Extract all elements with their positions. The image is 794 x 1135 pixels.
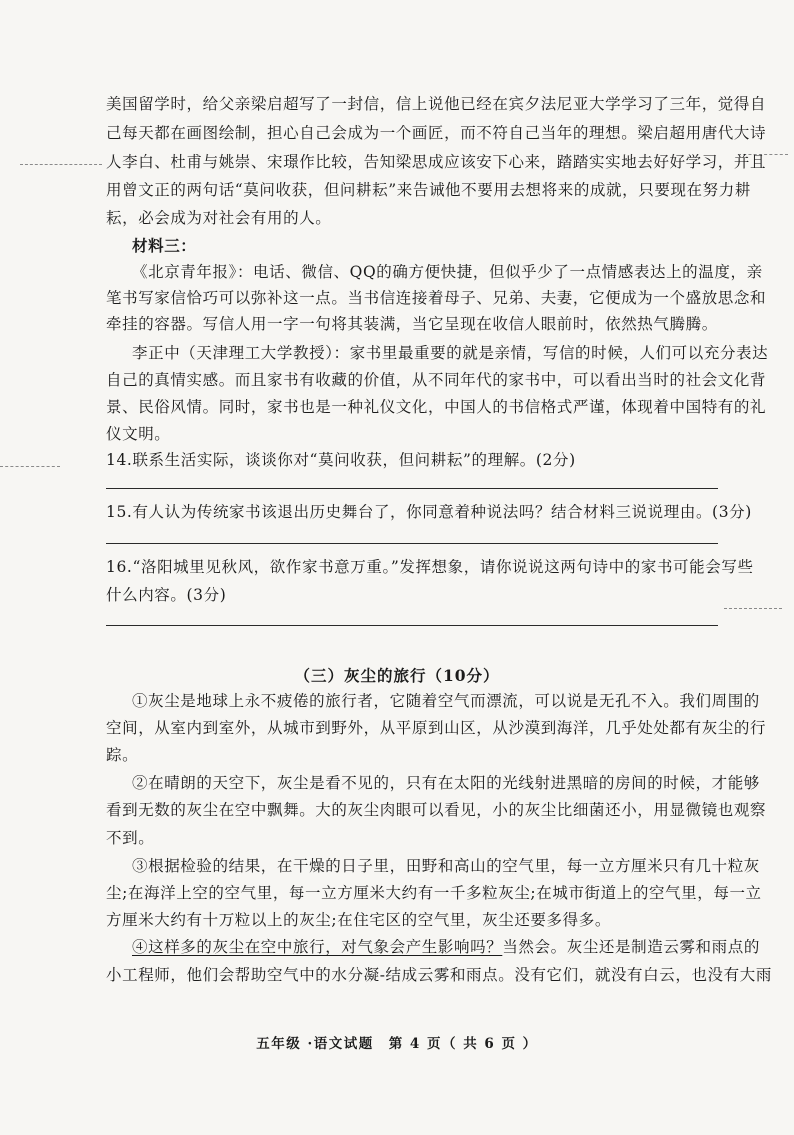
answer-line-14[interactable] xyxy=(106,488,718,489)
material2-line-4: 用曾文正的两句话“莫问收获，但问耕耘”来告诫他不要用去想将来的成就，只要现在努力耕 xyxy=(106,181,751,199)
material3-p1-line-2: 笔书写家信恰巧可以弥补这一点。当书信连接着母子、兄弟、夫妻，它便成为一个盛放思念和 xyxy=(106,289,767,307)
para1-line-1: ①灰尘是地球上永不疲倦的旅行者，它随着空气而漂流，可以说是无孔不入。我们周围的 xyxy=(132,692,760,710)
material2-line-2: 己每天都在画图绘制，担心自己会成为一个画匠，而不符自己当年的理想。梁启超用唐代大诗 xyxy=(106,124,767,142)
para3-line-3: 方厘米大约有十万粒以上的灰尘;在住宅区的空气里，灰尘还要多得多。 xyxy=(106,911,611,929)
question-16-line-2: 什么内容。(3分) xyxy=(106,586,227,604)
material3-p2-line-3: 景、民俗风情。同时，家书也是一种礼仪文化，中国人的书信格式严谨，体现着中国特有的礼 xyxy=(106,398,767,416)
para4-line-1 xyxy=(132,937,760,957)
left-margin-dash xyxy=(20,164,102,165)
material3-p2-line-1: 李正中（天津理工大学教授）：家书里最重要的就是亲情，写信的时候，人们可以充分表达 xyxy=(132,344,769,362)
material3-p1-line-1: 《北京青年报》：电话、微信、QQ的确方便快捷，但似乎少了一点情感表达上的温度，亲 xyxy=(132,263,763,281)
para4-line-2: 小工程师，他们会帮助空气中的水分凝-结成云雾和雨点。没有它们，就没有白云，也没有大雨 xyxy=(106,966,772,984)
material2-line-3: 人李白、杜甫与姚崇、宋璟作比较，告知梁思成应该安下心来，踏踏实实地去好好学习，并且 xyxy=(106,153,767,171)
question-14: 14.联系生活实际，谈谈你对“莫问收获，但问耕耘”的理解。(2分) xyxy=(106,451,576,469)
para4-line-1-rest: 当然会。灰尘还是制造云雾和雨点的 xyxy=(502,938,760,956)
material2-line-5: 耘，必会成为对社会有用的人。 xyxy=(106,209,332,227)
para3-line-1: ③根据检验的结果，在干燥的日子里，田野和高山的空气里，每一立方厘米只有几十粒灰 xyxy=(132,857,760,875)
material3-heading: 材料三： xyxy=(132,236,197,255)
para4-underlined-sentence: ④这样多的灰尘在空中旅行，对气象会产生影响吗？ xyxy=(132,938,503,956)
section-3-title: （三）灰尘的旅行（10分） xyxy=(294,666,500,685)
para1-line-3: 踪。 xyxy=(106,746,139,764)
material3-p2-line-4: 仪文明。 xyxy=(106,425,171,443)
question-15: 15.有人认为传统家书该退出历史舞台了，你同意着种说法吗？结合材料三说说理由。(3分) xyxy=(106,503,752,521)
para3-line-2: 尘;在海洋上空的空气里，每一立方厘米大约有一千多粒灰尘;在城市街道上的空气里，每一立 xyxy=(106,884,762,902)
left-margin-dash-2 xyxy=(0,466,60,467)
answer-line-16[interactable] xyxy=(106,625,718,626)
material2-line-1: 美国留学时，给父亲梁启超写了一封信，信上说他已经在宾夕法尼亚大学学习了三年，觉得自 xyxy=(106,95,767,113)
answer-line-15[interactable] xyxy=(106,543,718,544)
material3-p1-line-3: 牵挂的容器。写信人用一字一句将其装满，当它呈现在收信人眼前时，依然热气腾腾。 xyxy=(106,315,718,333)
material3-p2-line-2: 自己的真情实感。而且家书有收藏的价值，从不同年代的家书中，可以看出当时的社会文化背 xyxy=(106,371,767,389)
para2-line-3: 不到。 xyxy=(106,829,155,847)
page-footer: 五年级 ·语文试题 第 4 页（ 共 6 页 ） xyxy=(256,1036,538,1052)
para1-line-2: 空间，从室内到室外，从城市到野外，从平原到山区，从沙漠到海洋，几乎处处都有灰尘的行 xyxy=(106,719,767,737)
question-16-line-1: 16.“洛阳城里见秋风，欲作家书意万重。”发挥想象，请你说说这两句诗中的家书可能会写些 xyxy=(106,558,754,576)
right-margin-dash-2 xyxy=(724,608,782,609)
para2-line-1: ②在晴朗的天空下，灰尘是看不见的，只有在太阳的光线射进黑暗的房间的时候，才能够 xyxy=(132,774,760,792)
para2-line-2: 看到无数的灰尘在空中飘舞。大的灰尘肉眼可以看见，小的灰尘比细菌还小，用显微镜也观察 xyxy=(106,801,767,819)
